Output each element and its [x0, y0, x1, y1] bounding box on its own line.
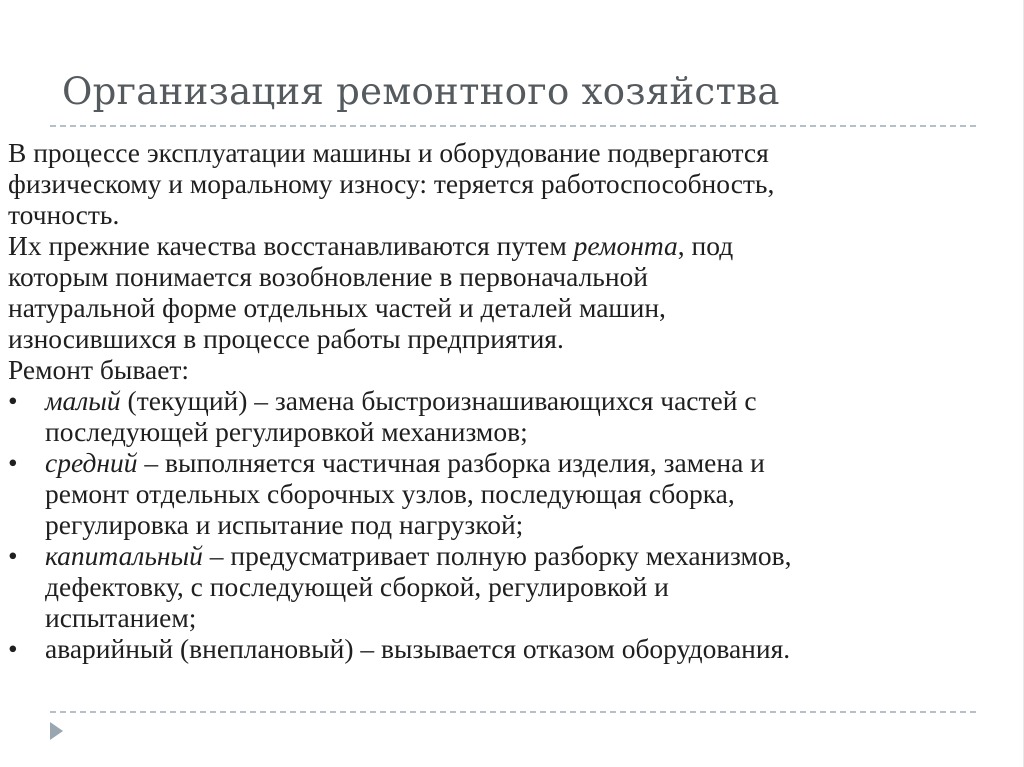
slide-body [8, 137, 1013, 664]
list-item-capital-repair [8, 540, 1013, 633]
bullet-icon: • [8, 447, 18, 478]
text-line [8, 230, 1013, 261]
repair-term: ремонта [573, 230, 678, 261]
text-line: Ремонт бывает: [8, 354, 190, 385]
slide-title: Организация ремонтного хозяйства [62, 70, 780, 113]
triangle-right-icon[interactable] [50, 722, 63, 740]
text-line: дефектовку, с последующей сборкой, регулировкой и [45, 571, 669, 602]
list-item-medium-repair [8, 447, 1013, 540]
repair-type-term: капитальный – [45, 540, 224, 571]
paragraph-repair-types-intro [8, 354, 1013, 385]
list-item-minor-repair [8, 385, 1013, 447]
text-fragment: (текущий) – замена быстроизнашивающихся частей с [120, 385, 757, 416]
text-line: аварийный (внеплановый) – вызывается отказом оборудования. [45, 633, 791, 664]
text-fragment: Их прежние качества восстанавливаются путем [8, 230, 574, 261]
text-line [45, 540, 1013, 571]
text-fragment: предусматривает полную разборку механизмов, [223, 540, 792, 571]
text-line: последующей регулировкой механизмов; [45, 416, 528, 447]
text-line: физическому и моральному износу: теряется работоспособность, [8, 168, 775, 199]
text-fragment: , под [677, 230, 734, 261]
repair-type-term: средний – [45, 447, 159, 478]
repair-type-term: малый [45, 385, 121, 416]
list-item-emergency-repair [8, 633, 1013, 664]
title-divider [50, 125, 976, 127]
text-line [45, 385, 1013, 416]
text-line: которым понимается возобновление в первоначальной [8, 261, 649, 292]
text-fragment: выполняется частичная разборка изделия, замена и [158, 447, 765, 478]
paragraph-repair-definition [8, 230, 1013, 354]
footer-divider [50, 711, 976, 713]
bullet-icon: • [8, 385, 18, 416]
text-line: точность. [8, 199, 120, 230]
text-line: натуральной форме отдельных частей и деталей машин, [8, 292, 666, 323]
text-line: испытанием; [45, 602, 197, 633]
text-line: износившихся в процессе работы предприятия. [8, 323, 564, 354]
text-line: ремонт отдельных сборочных узлов, последующая сборка, [45, 478, 735, 509]
bullet-icon: • [8, 633, 18, 664]
text-line: В процессе эксплуатации машины и оборудование подвергаются [8, 137, 769, 168]
paragraph-wear [8, 137, 1013, 230]
bullet-icon: • [8, 540, 18, 571]
text-line: регулировка и испытание под нагрузкой; [45, 509, 524, 540]
text-line [45, 447, 1013, 478]
